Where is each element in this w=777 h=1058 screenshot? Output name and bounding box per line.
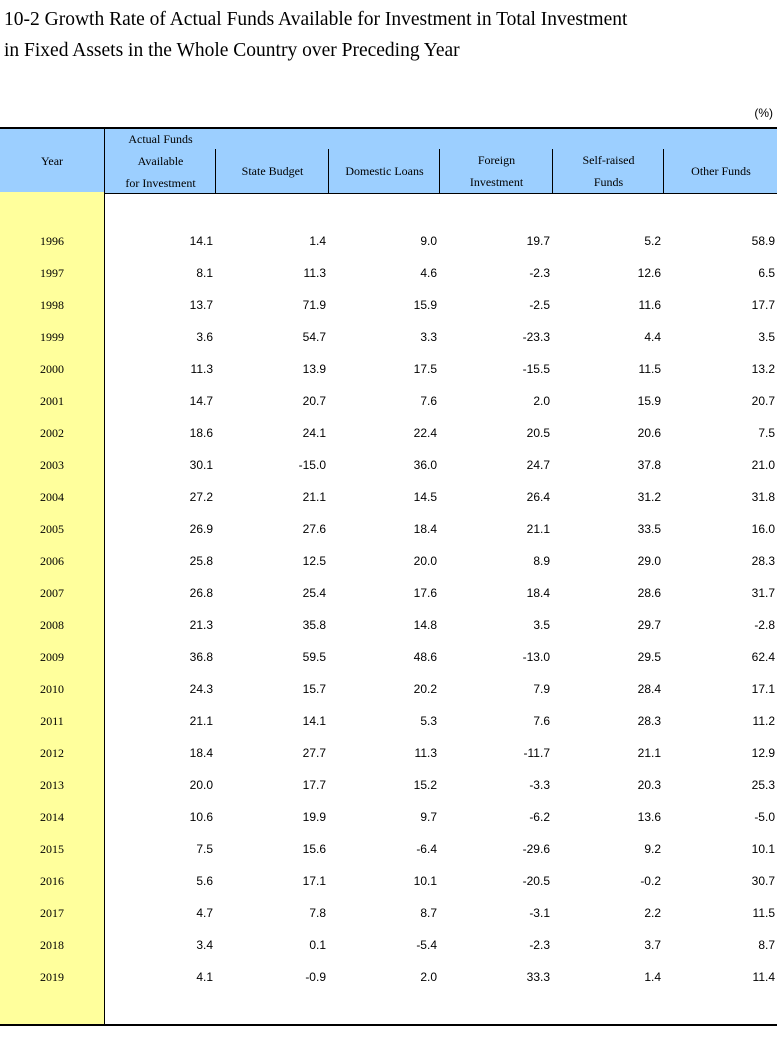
table-row <box>0 737 777 769</box>
row-value: 7.6 <box>420 394 437 408</box>
row-value: 6.5 <box>758 266 775 280</box>
header-other-funds-label: Other Funds <box>691 164 751 178</box>
row-value: 12.6 <box>637 266 661 280</box>
header-domestic-loans <box>328 149 440 193</box>
row-year: 2006 <box>40 554 64 568</box>
row-value: -29.6 <box>522 842 550 856</box>
row-value: 36.0 <box>413 458 437 472</box>
title-line-1: 10-2 Growth Rate of Actual Funds Available for Investment in Total Investment <box>4 9 628 30</box>
row-year: 2005 <box>40 522 64 536</box>
row-value: 11.5 <box>638 362 661 376</box>
row-value: 26.9 <box>189 522 213 536</box>
row-value: 20.0 <box>189 778 213 792</box>
row-value: 0.1 <box>309 938 326 952</box>
header-self-raised-label <box>583 149 635 193</box>
row-value: 4.7 <box>196 906 213 920</box>
row-value: 9.0 <box>420 234 437 248</box>
row-value: -20.5 <box>522 874 550 888</box>
row-value: 4.1 <box>196 970 213 984</box>
row-value: 13.9 <box>302 362 326 376</box>
header-actual-funds <box>104 129 216 193</box>
row-value: 17.7 <box>302 778 326 792</box>
row-value: 14.7 <box>189 394 213 408</box>
title-line-2: in Fixed Assets in the Whole Country over Preceding Year <box>4 40 460 61</box>
row-year: 2001 <box>40 394 64 408</box>
row-value: 31.8 <box>751 490 775 504</box>
table-row <box>0 481 777 513</box>
table-row <box>0 705 777 737</box>
row-value: 48.6 <box>413 650 437 664</box>
row-year: 2008 <box>40 618 64 632</box>
row-value: 11.5 <box>752 906 775 920</box>
row-value: 37.8 <box>637 458 661 472</box>
header-actual-funds-label <box>125 128 195 194</box>
header-actual-funds-line-3: for Investment <box>125 176 196 190</box>
row-value: 10.1 <box>413 874 437 888</box>
row-value: 13.7 <box>189 298 213 312</box>
row-year: 1998 <box>40 298 64 312</box>
row-value: -23.3 <box>522 330 550 344</box>
row-value: 2.0 <box>533 394 550 408</box>
row-value: 9.2 <box>644 842 661 856</box>
row-value: 27.7 <box>302 746 326 760</box>
table-row <box>0 353 777 385</box>
row-value: 31.7 <box>751 586 775 600</box>
row-value: 11.3 <box>414 746 437 760</box>
row-value: 15.9 <box>413 298 437 312</box>
row-value: 11.6 <box>638 298 661 312</box>
header-self-raised-line-1: Self-raised <box>582 153 635 167</box>
row-value: 29.0 <box>637 554 661 568</box>
row-value: 9.7 <box>420 810 437 824</box>
row-year: 2011 <box>40 714 64 728</box>
table-row <box>0 385 777 417</box>
row-year: 2004 <box>40 490 64 504</box>
row-value: 21.1 <box>189 714 213 728</box>
row-value: 3.6 <box>196 330 213 344</box>
row-value: 30.1 <box>189 458 213 472</box>
row-value: 17.1 <box>751 682 775 696</box>
table-row <box>0 641 777 673</box>
row-value: 29.5 <box>637 650 661 664</box>
row-value: 36.8 <box>189 650 213 664</box>
row-value: 15.9 <box>637 394 661 408</box>
table-row <box>0 449 777 481</box>
row-value: 3.7 <box>644 938 661 952</box>
row-value: 4.4 <box>644 330 661 344</box>
row-value: 3.5 <box>758 330 775 344</box>
row-value: 12.5 <box>302 554 326 568</box>
row-year: 1999 <box>40 330 64 344</box>
row-value: 29.7 <box>637 618 661 632</box>
row-value: 25.4 <box>302 586 326 600</box>
row-value: 20.0 <box>413 554 437 568</box>
table-row <box>0 417 777 449</box>
table-header <box>0 127 777 194</box>
row-value: -3.1 <box>529 906 550 920</box>
table-row <box>0 257 777 289</box>
table-row <box>0 801 777 833</box>
row-year: 2014 <box>40 810 64 824</box>
row-value: 28.3 <box>637 714 661 728</box>
table-row <box>0 513 777 545</box>
row-value: 24.3 <box>189 682 213 696</box>
row-value: -2.8 <box>754 618 775 632</box>
row-year: 2018 <box>40 938 64 952</box>
row-value: 21.1 <box>526 522 550 536</box>
header-foreign-investment-label <box>470 149 523 193</box>
table-row <box>0 225 777 257</box>
row-value: 11.4 <box>752 970 775 984</box>
row-value: 3.3 <box>420 330 437 344</box>
row-value: 25.3 <box>751 778 775 792</box>
header-foreign-investment <box>439 149 553 193</box>
row-value: -15.0 <box>298 458 326 472</box>
header-foreign-investment-line-2: Investment <box>469 175 524 189</box>
row-value: 5.6 <box>196 874 213 888</box>
row-value: 7.8 <box>309 906 326 920</box>
row-value: 21.3 <box>189 618 213 632</box>
row-year: 2002 <box>40 426 64 440</box>
row-year: 2015 <box>40 842 64 856</box>
row-value: 58.9 <box>751 234 775 248</box>
row-value: 2.2 <box>644 906 661 920</box>
row-value: 17.7 <box>751 298 775 312</box>
header-foreign-investment-line-1: Foreign <box>477 153 516 167</box>
row-value: 26.4 <box>526 490 550 504</box>
row-value: -13.0 <box>522 650 550 664</box>
table-row <box>0 929 777 961</box>
row-value: 20.6 <box>637 426 661 440</box>
row-year: 2000 <box>40 362 64 376</box>
row-value: 22.4 <box>413 426 437 440</box>
row-value: 59.5 <box>302 650 326 664</box>
row-value: 11.3 <box>190 362 213 376</box>
header-other-funds <box>663 149 777 193</box>
unit-label: (%) <box>754 106 773 120</box>
row-value: 33.5 <box>637 522 661 536</box>
table-row <box>0 769 777 801</box>
row-year: 2009 <box>40 650 64 664</box>
header-actual-funds-line-2: Available <box>137 154 184 168</box>
row-value: 30.7 <box>751 874 775 888</box>
table-row <box>0 321 777 353</box>
row-value: -0.9 <box>305 970 326 984</box>
row-year: 2017 <box>40 906 64 920</box>
row-value: 20.3 <box>637 778 661 792</box>
row-value: 10.1 <box>751 842 775 856</box>
row-value: 24.7 <box>526 458 550 472</box>
row-value: 3.4 <box>196 938 213 952</box>
header-year-label: Year <box>40 154 64 168</box>
row-year: 2007 <box>40 586 64 600</box>
table-row <box>0 865 777 897</box>
row-value: 10.6 <box>189 810 213 824</box>
row-value: 54.7 <box>302 330 326 344</box>
header-state-budget <box>215 149 329 193</box>
row-value: 14.8 <box>413 618 437 632</box>
row-value: 14.5 <box>413 490 437 504</box>
row-value: 24.1 <box>302 426 326 440</box>
row-value: 26.8 <box>189 586 213 600</box>
row-value: 13.6 <box>637 810 661 824</box>
row-value: 7.5 <box>758 426 775 440</box>
row-value: 20.7 <box>751 394 775 408</box>
row-value: 20.5 <box>526 426 550 440</box>
row-value: 27.2 <box>189 490 213 504</box>
row-value: -2.3 <box>529 938 550 952</box>
table-row <box>0 289 777 321</box>
row-value: 18.4 <box>526 586 550 600</box>
row-value: 8.7 <box>758 938 775 952</box>
row-value: 7.9 <box>533 682 550 696</box>
header-actual-funds-line-1: Actual Funds <box>128 132 193 146</box>
row-year: 1997 <box>40 266 64 280</box>
row-value: 7.6 <box>533 714 550 728</box>
row-value: 20.2 <box>413 682 437 696</box>
row-value: 12.9 <box>751 746 775 760</box>
row-value: -0.2 <box>640 874 661 888</box>
row-value: 14.1 <box>189 234 213 248</box>
row-value: 71.9 <box>302 298 326 312</box>
table-row <box>0 673 777 705</box>
header-domestic-loans-label: Domestic Loans <box>345 164 424 178</box>
row-value: 11.2 <box>752 714 775 728</box>
row-value: 35.8 <box>302 618 326 632</box>
row-value: 15.2 <box>413 778 437 792</box>
row-value: 15.7 <box>302 682 326 696</box>
table-row <box>0 897 777 929</box>
row-value: -3.3 <box>529 778 550 792</box>
row-value: 5.2 <box>644 234 661 248</box>
row-value: 3.5 <box>533 618 550 632</box>
row-value: 19.7 <box>526 234 550 248</box>
table-bottom-border <box>0 1024 777 1026</box>
row-value: 5.3 <box>420 714 437 728</box>
table-row <box>0 961 777 993</box>
row-value: -2.3 <box>529 266 550 280</box>
table-row <box>0 545 777 577</box>
row-value: 21.1 <box>302 490 326 504</box>
row-year: 2019 <box>40 970 64 984</box>
row-value: 27.6 <box>302 522 326 536</box>
row-value: 1.4 <box>309 234 326 248</box>
row-value: 1.4 <box>644 970 661 984</box>
row-value: 18.4 <box>413 522 437 536</box>
row-value: 8.7 <box>420 906 437 920</box>
row-value: 13.2 <box>751 362 775 376</box>
row-value: 18.6 <box>189 426 213 440</box>
table-row <box>0 577 777 609</box>
row-value: 19.9 <box>302 810 326 824</box>
row-value: 20.7 <box>302 394 326 408</box>
row-value: 31.2 <box>637 490 661 504</box>
row-value: 21.0 <box>751 458 775 472</box>
row-year: 2016 <box>40 874 64 888</box>
row-value: -6.4 <box>416 842 437 856</box>
row-value: -2.5 <box>529 298 550 312</box>
row-value: 62.4 <box>751 650 775 664</box>
row-value: 28.4 <box>637 682 661 696</box>
row-value: 18.4 <box>189 746 213 760</box>
row-value: 17.5 <box>413 362 437 376</box>
row-value: 16.0 <box>751 522 775 536</box>
row-value: 2.0 <box>420 970 437 984</box>
row-value: -6.2 <box>529 810 550 824</box>
row-value: 17.6 <box>413 586 437 600</box>
header-self-raised <box>552 149 664 193</box>
row-year: 2013 <box>40 778 64 792</box>
row-value: 21.1 <box>637 746 661 760</box>
table-row <box>0 833 777 865</box>
header-self-raised-line-2: Funds <box>593 175 624 189</box>
row-year: 2012 <box>40 746 64 760</box>
row-value: 17.1 <box>302 874 326 888</box>
row-value: 28.3 <box>751 554 775 568</box>
row-value: 14.1 <box>302 714 326 728</box>
row-year: 2010 <box>40 682 64 696</box>
row-value: 11.3 <box>303 266 326 280</box>
header-state-budget-label: State Budget <box>241 164 304 178</box>
row-value: -5.0 <box>754 810 775 824</box>
row-value: 25.8 <box>189 554 213 568</box>
row-value: 28.6 <box>637 586 661 600</box>
row-value: -5.4 <box>416 938 437 952</box>
row-year: 1996 <box>40 234 64 248</box>
growth-rate-table <box>0 127 777 1026</box>
row-value: -15.5 <box>522 362 550 376</box>
row-value: 8.1 <box>196 266 213 280</box>
page-title <box>4 4 627 66</box>
row-value: 15.6 <box>302 842 326 856</box>
row-value: 7.5 <box>196 842 213 856</box>
row-value: 8.9 <box>533 554 550 568</box>
row-year: 2003 <box>40 458 64 472</box>
row-value: -11.7 <box>523 746 550 760</box>
row-value: 4.6 <box>420 266 437 280</box>
table-row <box>0 609 777 641</box>
header-year <box>0 129 104 193</box>
row-value: 33.3 <box>526 970 550 984</box>
